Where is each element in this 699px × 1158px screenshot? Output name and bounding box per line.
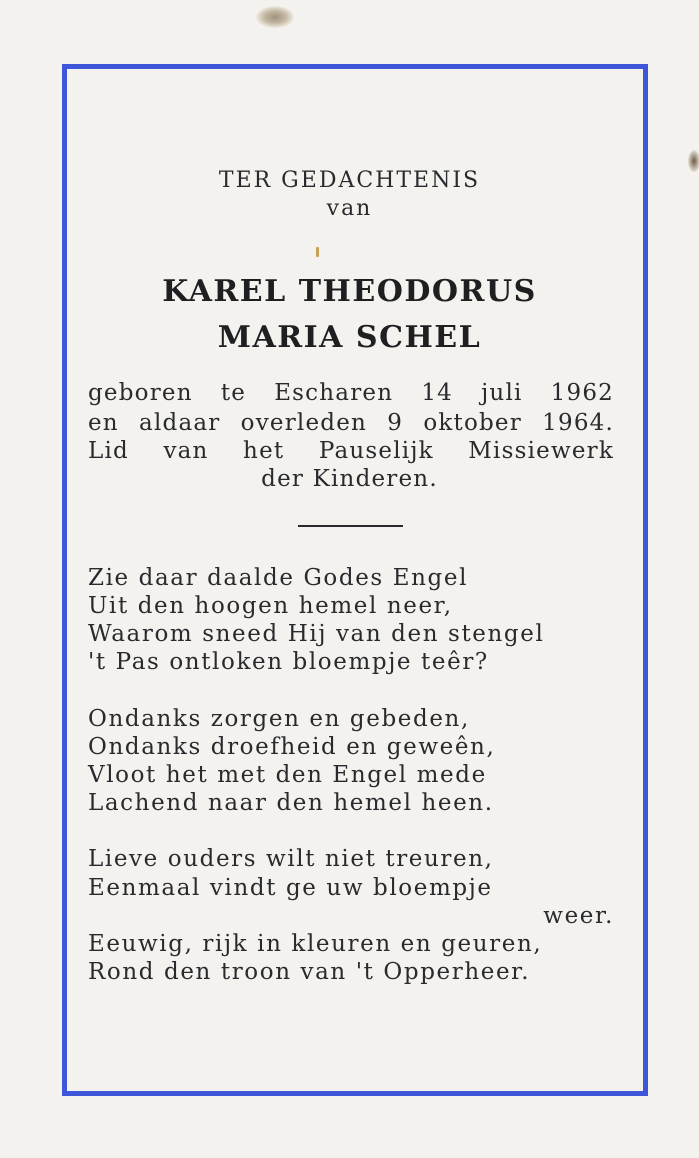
header-subtitle: van xyxy=(326,196,373,221)
bio-line: geboren te Escharen 14 juli 1962 xyxy=(88,380,614,406)
poem-line: Rond den troon van 't Opperheer. xyxy=(88,959,531,985)
poem-line: Ondanks droefheid en geweên, xyxy=(88,734,496,760)
poem-line: Lachend naar den hemel heen. xyxy=(88,790,494,816)
poem-line: 't Pas ontloken bloempje teêr? xyxy=(88,649,489,675)
section-divider xyxy=(298,525,403,527)
poem-line: Zie daar daalde Godes Engel xyxy=(88,565,469,591)
poem-line: Lieve ouders wilt niet treuren, xyxy=(88,846,494,872)
paper-stain xyxy=(256,6,294,28)
poem-line: Eenmaal vindt ge uw bloempje xyxy=(88,875,493,901)
ink-mark xyxy=(316,247,319,257)
bio-line: der Kinderen. xyxy=(261,466,438,492)
deceased-name-line1: KAREL THEODORUS xyxy=(162,274,537,309)
poem-line: Ondanks zorgen en gebeden, xyxy=(88,706,470,732)
poem-line: Eeuwig, rijk in kleuren en geuren, xyxy=(88,931,543,957)
poem-line: Waarom sneed Hij van den stengel xyxy=(88,621,545,647)
poem-line: Vloot het met den Engel mede xyxy=(88,762,487,788)
bio-line: en aldaar overleden 9 oktober 1964. xyxy=(88,410,614,436)
header-title: TER GEDACHTENIS xyxy=(218,168,481,193)
deceased-name-line2: MARIA SCHEL xyxy=(217,320,482,355)
bio-line: Lid van het Pauselijk Missiewerk xyxy=(88,438,614,464)
poem-line: weer. xyxy=(543,903,614,929)
poem-line: Uit den hoogen hemel neer, xyxy=(88,593,453,619)
